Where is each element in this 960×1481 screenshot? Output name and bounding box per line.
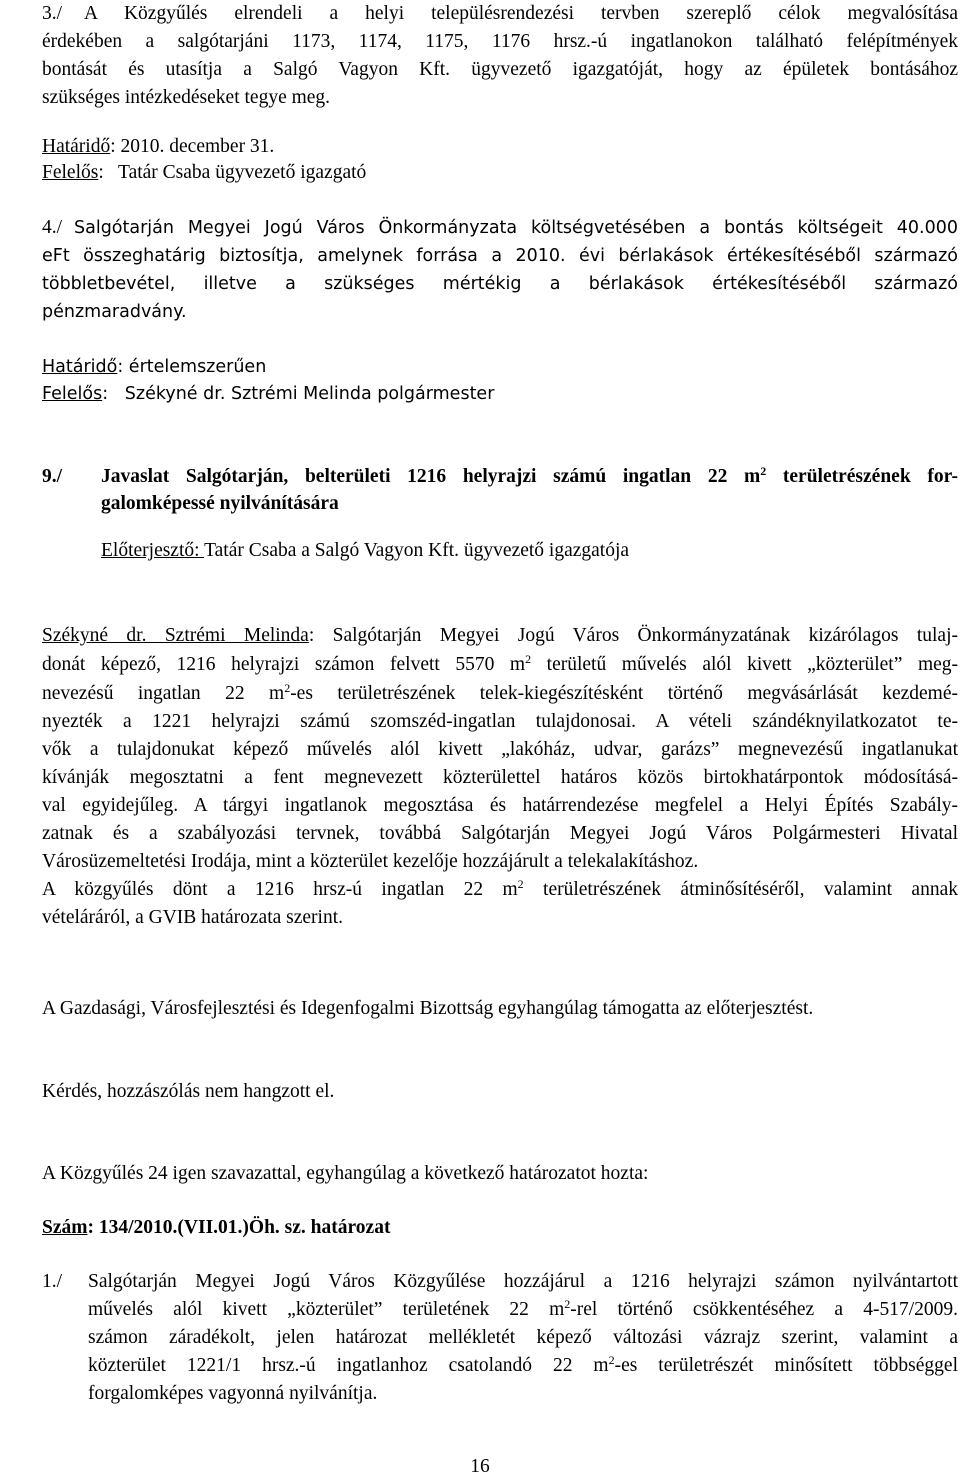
point-line-5: forgalomképes vagyonná nyilvánítja. (88, 1383, 378, 1404)
superscript: 2 (284, 681, 291, 695)
vote-statement: A Közgyűlés 24 igen szavazattal, egyhangúlag a következő határozatot hozta: (42, 1163, 649, 1184)
questions-statement: Kérdés, hozzászólás nem hangzott el. (42, 1081, 335, 1102)
point-text: művelés alól kivett „közterület” területének 22 m (88, 1299, 565, 1320)
point-text: közterület 1221/1 hrsz.-ú ingatlanhoz csatolandó 22 m (88, 1355, 609, 1376)
agenda-title-text: Javaslat Salgótarján, belterületi 1216 helyrajzi számú ingatlan 22 m (101, 466, 761, 487)
item-4-line-1: Salgótarján Megyei Jogú Város Önkormányzata költségvetésében a bontás költségeit 40.000 (74, 218, 958, 238)
item-3-line-2: érdekében a salgótarjáni 1173, 1174, 1175, 1176 hrsz.-ú ingatlanokon található felépítmények (42, 31, 958, 52)
resolution-label: Szám (42, 1217, 88, 1238)
responsible-label: Felelős (42, 162, 99, 183)
deadline-label: Határidő (42, 357, 118, 377)
speech-text: -es területrészének telek-kiegészítésként történő megvásárlását kezdemé- (290, 683, 958, 704)
responsible-value: : Tatár Csaba ügyvezető igazgató (98, 162, 367, 183)
item-number: 4./ (42, 217, 63, 238)
presenter (101, 537, 960, 565)
speech-text: donát képező, 1216 helyrajzi számon felvett 5570 m (42, 654, 526, 675)
page-number: 16 (470, 1456, 490, 1477)
point-line-1: Salgótarján Megyei Jogú Város Közgyűlése hozzájárul a 1216 helyrajzi számon nyilvántartott (88, 1271, 958, 1292)
item-4-responsible (42, 380, 958, 408)
presenter-label: Előterjesztő: (101, 540, 205, 561)
speech-line-5: vők a tulajdonukat képező művelés alól kivett „lakóház, udvar, garázs” megnevezésű ingatlanukat (42, 739, 958, 760)
item-3-line-3: bontását és utasítja a Salgó Vagyon Kft. ügyvezető igazgatóját, hogy az épületek bontásához (42, 59, 958, 80)
speech-line-10 (42, 876, 958, 904)
item-4-line-4: pénzmaradvány. (42, 302, 187, 322)
point-line-4 (88, 1352, 958, 1380)
speech-text: területrészének átminősítéséről, valamint annak (523, 879, 958, 900)
point-text: -rel történő csökkentéséhez a 4-517/2009. (570, 1299, 958, 1320)
item-number: 3./ (42, 3, 63, 24)
item-3-deadline (42, 133, 958, 161)
point-line-2 (88, 1296, 958, 1324)
deadline-value: : 2010. december 31. (110, 136, 275, 157)
committee-statement: A Gazdasági, Városfejlesztési és Idegenfogalmi Bizottság egyhangúlag támogatta az előterjesztést. (42, 998, 814, 1019)
agenda-title-text: területrészének for- (766, 466, 958, 487)
deadline-label: Határidő (42, 136, 111, 157)
speech-line-7: val egyidejűleg. A tárgyi ingatlanok megosztása és határrendezése megfelel a Helyi Építés Szabály- (42, 795, 958, 816)
agenda-title-line-1 (101, 463, 958, 491)
item-3-line-1: A Közgyűlés elrendeli a helyi településrendezési tervben szereplő célok megvalósítása (84, 3, 958, 24)
speech-text: területű művelés alól kivett „közterület” meg- (531, 654, 959, 675)
speech-line-8: zatnak és a szabályozási tervnek, továbbá Salgótarján Megyei Jogú Város Polgármesteri Hivatal (42, 823, 958, 844)
deadline-value: : értelemszerűen (117, 357, 267, 377)
item-3-responsible (42, 159, 958, 187)
responsible-value: : Székyné dr. Sztrémi Melinda polgármester (102, 384, 495, 404)
speech-line-4: nyezték a 1221 helyrajzi számú szomszéd-ingatlan tulajdonosai. A vételi szándéknyilatkozatot te- (42, 711, 958, 732)
speech-text: : Salgótarján Megyei Jogú Város Önkormányzatának kizárólagos tulaj- (308, 625, 958, 646)
item-4-line-3: többletbevétel, illetve a szükséges mértékig a bérlakások értékesítéséből származó (42, 274, 958, 294)
speech-line-3 (42, 680, 958, 708)
speaker-name: Székyné dr. Sztrémi Melinda (42, 625, 309, 646)
point-text: -es területrészét minősített többséggel (614, 1355, 958, 1376)
resolution-value: : 134/2010.(VII.01.)Öh. sz. határozat (87, 1217, 391, 1238)
responsible-label: Felelős (42, 384, 103, 404)
superscript: 2 (760, 464, 767, 478)
resolution-number (42, 1214, 958, 1242)
item-3-line-4: szükséges intézkedéseket tegye meg. (42, 87, 331, 108)
agenda-title-line-2: galomképessé nyilvánítására (101, 493, 339, 514)
item-4-deadline (42, 353, 958, 381)
speech-line-1 (42, 622, 958, 650)
speech-text: A közgyűlés dönt a 1216 hrsz-ú ingatlan 22 m (42, 879, 518, 900)
agenda-number: 9./ (42, 466, 63, 487)
point-number: 1./ (42, 1271, 63, 1292)
superscript: 2 (608, 1353, 615, 1367)
speech-line-11: vételáráról, a GVIB határozata szerint. (42, 907, 344, 928)
superscript: 2 (564, 1297, 571, 1311)
speech-line-6: kívánják megosztatni a fent megnevezett közterülettel határos közös birtokhatárpontok módosításá- (42, 767, 958, 788)
presenter-value: Tatár Csaba a Salgó Vagyon Kft. ügyvezető igazgatója (204, 540, 630, 561)
point-line-3: számon záradékolt, jelen határozat mellékletét képező változási vázrajz szerint, valamint a (88, 1327, 958, 1348)
item-4-line-2: eFt összeghatárig biztosítja, amelynek forrása a 2010. évi bérlakások értékesítéséből származó (42, 246, 958, 266)
superscript: 2 (517, 877, 524, 891)
speech-line-2 (42, 651, 958, 679)
speech-line-9: Városüzemeltetési Irodája, mint a közterület kezelője hozzájárult a telekalakításhoz. (42, 851, 699, 872)
speech-text: nevezésű ingatlan 22 m (42, 683, 285, 704)
superscript: 2 (525, 652, 532, 666)
